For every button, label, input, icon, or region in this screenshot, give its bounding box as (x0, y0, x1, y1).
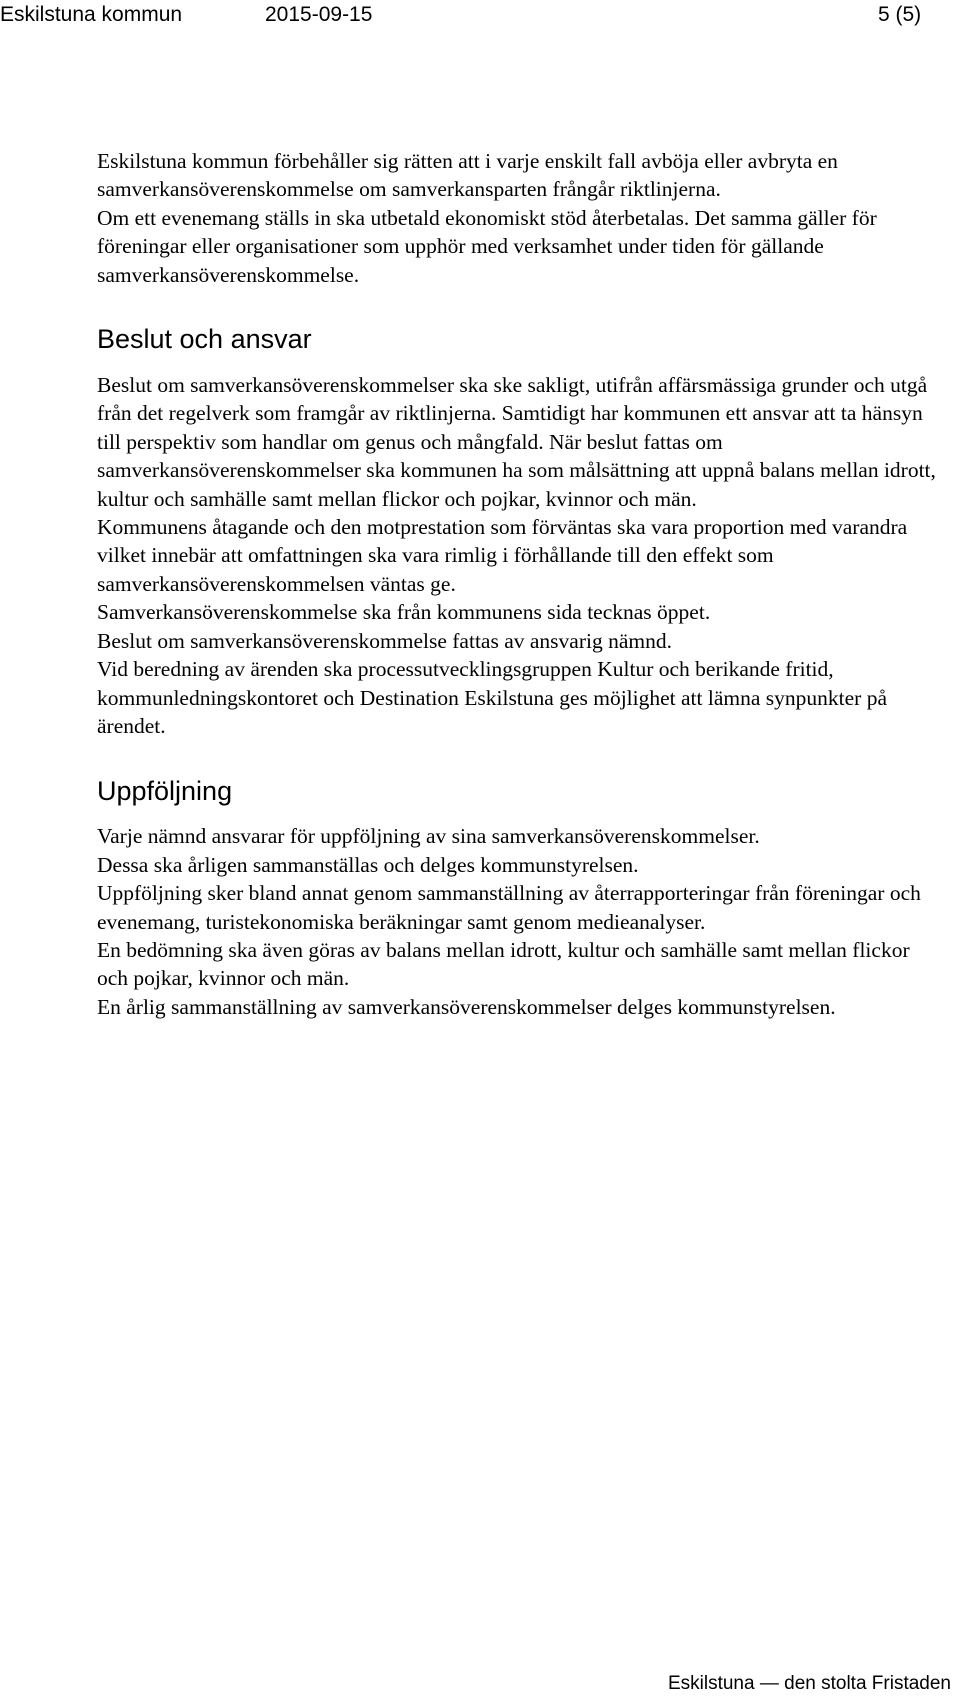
uppfoljning-paragraph: Dessa ska årligen sammanställas och delges kommunstyrelsen. (97, 852, 639, 877)
beslut-section (97, 322, 942, 740)
beslut-paragraph: Beslut om samverkansöverenskommelser ska ske sakligt, utifrån affärsmässiga grunder och utgå från det regelverk som framgår av riktlinjerna. Samtidigt har kommunen ett ansvar att ta hänsyn till perspektiv som handlar om genus och mångfald. När beslut fattas om samverkansöverenskommelser ska kommunen ha som målsättning att uppnå balans mellan idrott, kultur och samhälle samt mellan flickor och pojkar, kvinnor och män. (97, 373, 936, 511)
header-date: 2015-09-15 (265, 3, 373, 26)
intro-paragraph: Eskilstuna kommun förbehåller sig rätten att i varje enskilt fall avböja eller avbryta en samverkansöverenskommelse om samverkansparten frångår riktlinjerna. (97, 149, 838, 202)
page-header (0, 0, 960, 30)
page-footer (0, 1670, 960, 1698)
beslut-paragraph: Beslut om samverkansöverenskommelse fattas av ansvarig nämnd. (97, 628, 672, 653)
intro-section (97, 147, 942, 289)
section-heading-uppfoljning: Uppföljning (97, 776, 233, 807)
header-page-number: 5 (5) (878, 3, 922, 26)
section-heading-beslut: Beslut och ansvar (97, 324, 312, 355)
uppfoljning-section (97, 774, 942, 1021)
footer-slogan: Eskilstuna — den stolta Fristaden (667, 1673, 951, 1694)
uppfoljning-paragraph: En årlig sammanställning av samverkansöverenskommelser delges kommunstyrelsen. (97, 994, 836, 1019)
beslut-paragraph: Vid beredning av ärenden ska processutvecklingsgruppen Kultur och berikande fritid, kommunledningskontoret och Destination Eskilstuna ges möjlighet att lämna synpunkter på ärendet. (97, 657, 887, 738)
beslut-paragraph: Kommunens åtagande och den motprestation som förväntas ska vara proportion med varandra vilket innebär att omfattningen ska vara rimlig i förhållande till den effekt som samverkansöverenskommelsen väntas ge. (97, 515, 908, 596)
uppfoljning-paragraph: Uppföljning sker bland annat genom sammanställning av återrapporteringar från föreningar och evenemang, turistekonomiska beräkningar samt genom medieanalyser. (97, 881, 921, 934)
intro-paragraph: Om ett evenemang ställs in ska utbetald ekonomiskt stöd återbetalas. Det samma gäller för föreningar eller organisationer som upphör med verksamhet under tiden för gällande samverkansöverenskommelse. (97, 205, 877, 287)
uppfoljning-paragraph: En bedömning ska även göras av balans mellan idrott, kultur och samhälle samt mellan flickor och pojkar, kvinnor och män. (97, 937, 910, 991)
beslut-paragraph: Samverkansöverenskommelse ska från kommunens sida tecknas öppet. (97, 600, 711, 625)
document-body (97, 147, 942, 1021)
header-organization: Eskilstuna kommun (0, 3, 183, 26)
uppfoljning-paragraph: Varje nämnd ansvarar för uppföljning av sina samverkansöverenskommelser. (97, 824, 760, 849)
